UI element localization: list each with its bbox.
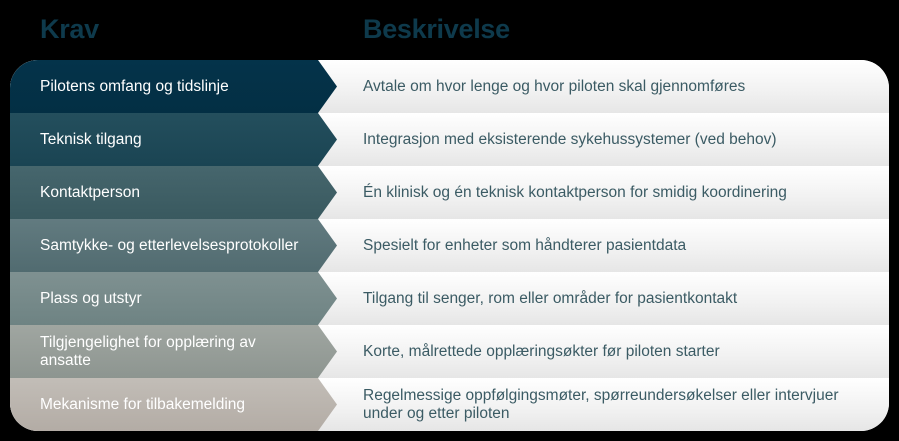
description-label: Regelmessige oppfølgingsmøter, spørreundersøkelser eller intervjuer under og etter piloten [363,386,839,422]
requirement-label: Teknisk tilgang [40,130,142,148]
requirement-label: Plass og utstyr [40,289,142,307]
requirement-label: Tilgjengelighet for opplæring av ansatte [40,333,256,369]
description-label: Avtale om hvor lenge og hvor piloten skal gjennomføres [363,77,746,95]
table-row [10,378,889,431]
description-label: Integrasjon med eksisterende sykehussystemer (ved behov) [363,130,777,148]
table-row [10,113,889,166]
requirement-label: Pilotens omfang og tidslinje [40,77,229,95]
table-row [10,166,889,219]
table-row [10,60,889,113]
column-header-requirement: Krav [40,14,99,44]
column-header-description: Beskrivelse [363,14,510,44]
description-label: Tilgang til senger, rom eller områder for pasientkontakt [363,289,738,307]
description-label: Spesielt for enheter som håndterer pasientdata [363,236,687,254]
description-label: Korte, målrettede opplæringsøkter før piloten starter [363,342,720,360]
table-row [10,325,889,378]
requirement-label: Mekanisme for tilbakemelding [40,395,246,413]
requirements-table [10,60,889,431]
table-row [10,219,889,272]
description-label: Én klinisk og én teknisk kontaktperson for smidig koordinering [363,183,787,201]
requirement-label: Kontaktperson [40,183,140,201]
requirement-label: Samtykke- og etterlevelsesprotokoller [40,236,299,254]
table-row [10,272,889,325]
